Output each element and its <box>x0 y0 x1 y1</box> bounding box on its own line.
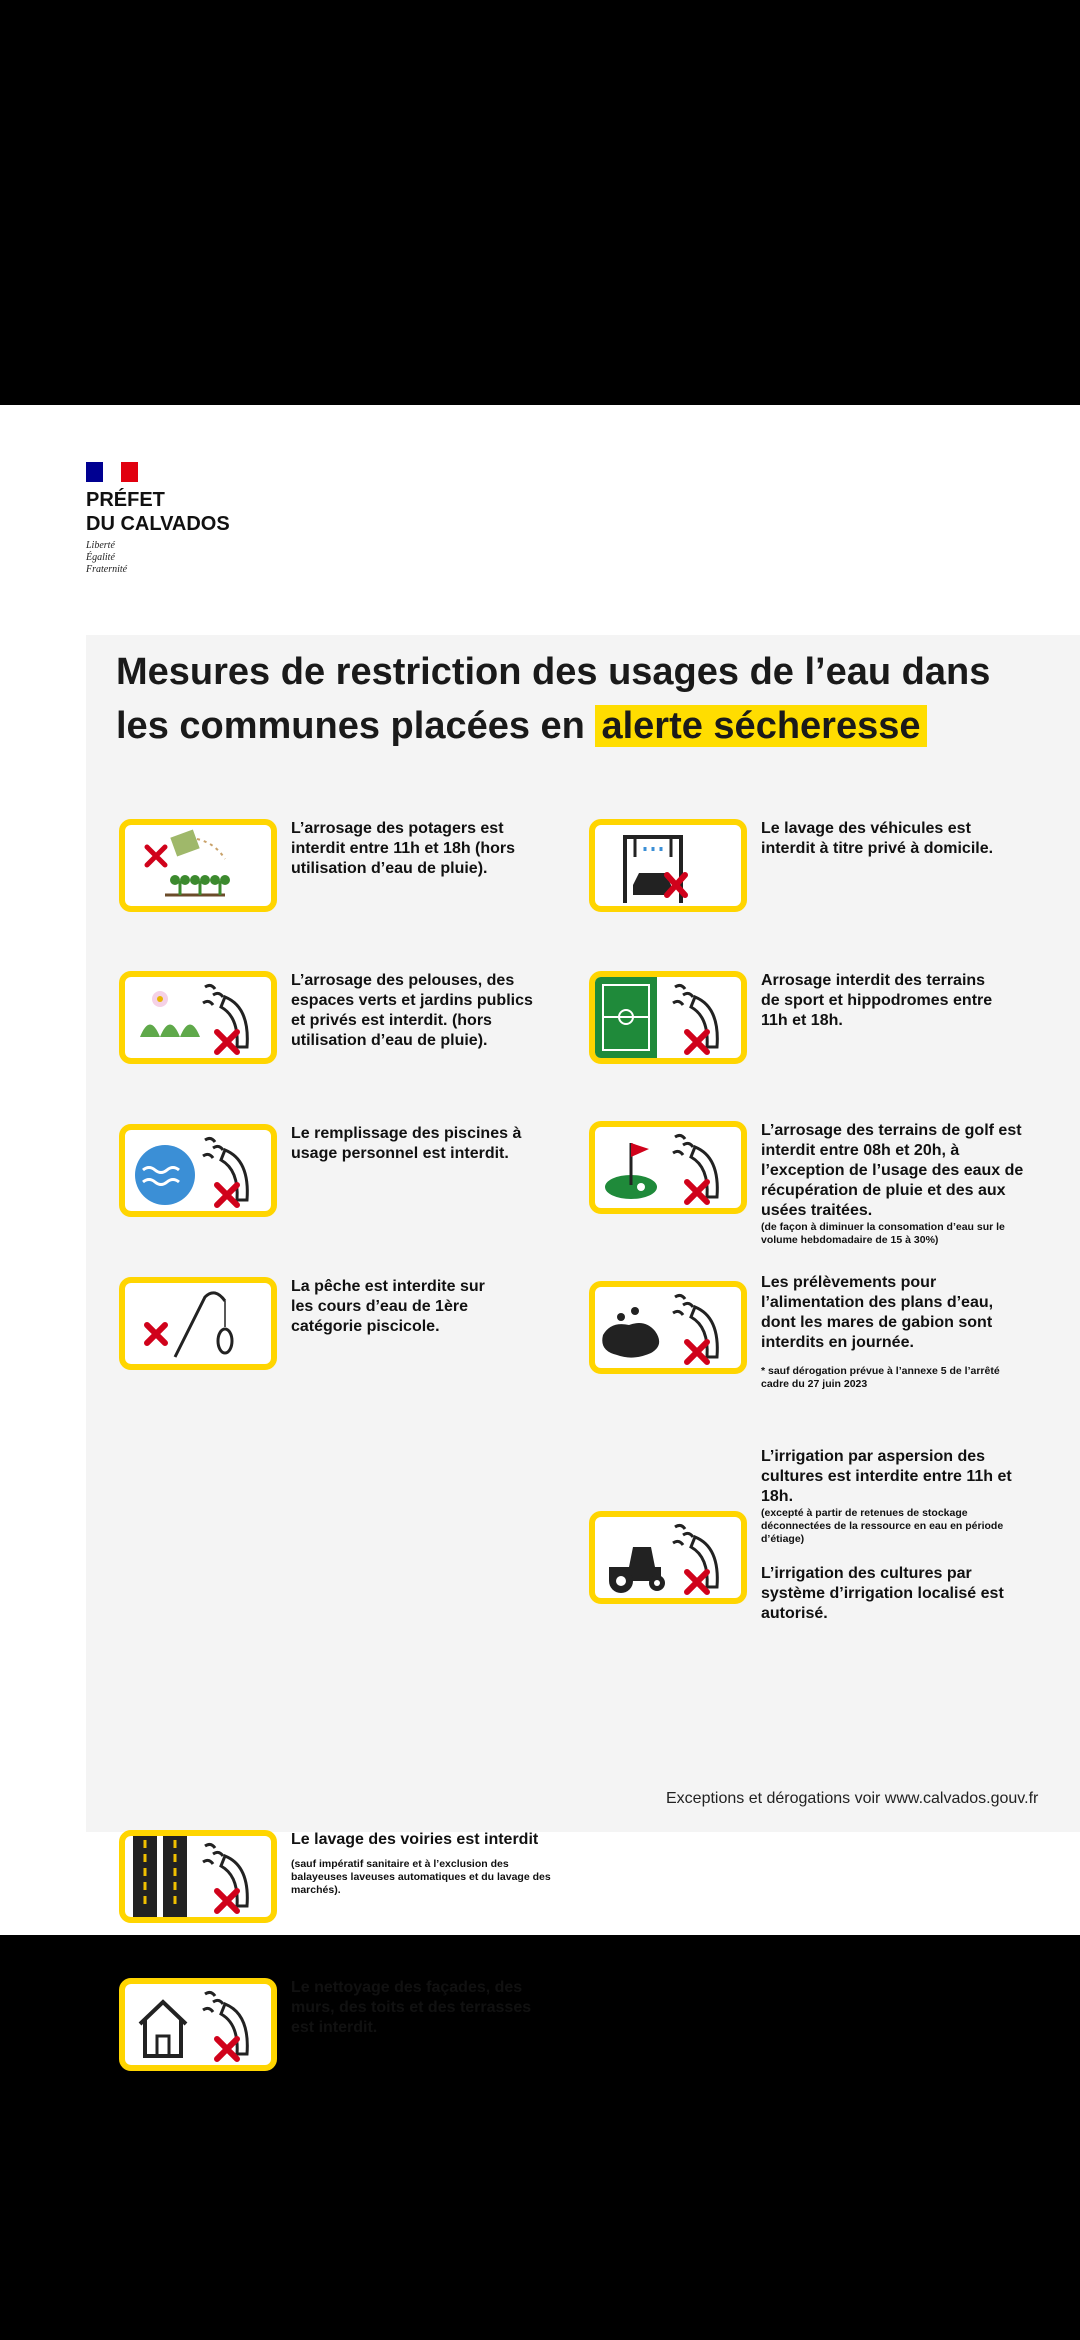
road-icon <box>119 1830 277 1923</box>
item-text: Arrosage interdit des terrains de sport et hippodromes entre 11h et 18h. <box>761 972 993 1029</box>
restriction-item <box>119 971 551 1064</box>
logo-title-line1: PRÉFET <box>86 489 165 511</box>
item-text: La pêche est interdite sur les cours d’eau de 1ère catégorie piscicole. <box>291 1278 485 1335</box>
restriction-item <box>119 1124 541 1217</box>
restriction-item <box>589 1121 1031 1247</box>
restriction-item <box>119 1978 541 2071</box>
footer-link-text: Exceptions et dérogations voir www.calvados.gouv.fr <box>666 1790 1039 1807</box>
item-note: (excepté à partir de retenues de stockage déconnectées de la ressource en eau en période d’étiage) <box>761 1507 1004 1545</box>
item-text <box>761 1121 1031 1247</box>
restriction-item <box>589 971 1001 1064</box>
house-icon <box>119 1978 277 2071</box>
item-text <box>761 1273 1021 1391</box>
motto-egalite: Égalité <box>86 552 115 563</box>
item-secondary-text: L’irrigation des cultures par système d’irrigation localisé est autorisé. <box>761 1565 1004 1622</box>
item-main-text: L’arrosage des terrains de golf est interdit entre 08h et 20h, à l’exception de l’usage des eaux de récupération de pluie et des aux usées traitées. <box>761 1122 1024 1219</box>
page-title <box>116 645 1036 753</box>
restriction-item <box>589 1273 1021 1391</box>
prefet-logo <box>86 462 230 576</box>
fishing-icon <box>119 1277 277 1370</box>
item-note: * sauf dérogation prévue à l’annexe 5 de l’arrêté cadre du 27 juin 2023 <box>761 1365 1000 1390</box>
item-text <box>291 1830 551 1897</box>
item-main-text: Les prélèvements pour l’alimentation des plans d’eau, dont les mares de gabion sont interdits en journée. <box>761 1274 994 1351</box>
item-text <box>761 1447 1031 1624</box>
item-text: Le remplissage des piscines à usage personnel est interdit. <box>291 1125 522 1162</box>
item-note: (sauf impératif sanitaire et à l’exclusion des balayeuses laveuses automatiques et du lavage des marchés). <box>291 1858 551 1896</box>
item-text: Le nettoyage des façades, des murs, des toits et des terrasses est interdit. <box>291 1979 532 2036</box>
title-text: Mesures de restriction des usages de l’eau dans les communes placées en <box>116 651 991 747</box>
pond-icon <box>589 1281 747 1374</box>
restriction-item <box>119 1277 501 1370</box>
french-flag-icon <box>86 462 138 482</box>
motto-fraternite: Fraternité <box>86 564 128 575</box>
item-text: L’arrosage des pelouses, des espaces verts et jardins publics et privés est interdit. (hors utilisation d’eau de pluie). <box>291 972 533 1049</box>
restriction-item <box>119 819 541 912</box>
tractor-icon <box>589 1511 747 1604</box>
watering-can-icon <box>119 819 277 912</box>
logo-title-line2: DU CALVADOS <box>86 513 230 535</box>
item-text: L’arrosage des potagers est interdit entre 11h et 18h (hors utilisation d’eau de pluie). <box>291 820 516 877</box>
infographic <box>0 405 1080 2036</box>
item-main-text: L’irrigation par aspersion des cultures est interdite entre 11h et 18h. <box>761 1448 1012 1505</box>
motto-liberte: Liberté <box>86 540 115 551</box>
item-note: (de façon à diminuer la consomation d’eau sur le volume hebdomadaire de 15 à 30%) <box>761 1221 1005 1246</box>
golf-icon <box>589 1121 747 1214</box>
title-highlight: alerte sécheresse <box>595 705 926 747</box>
restriction-item <box>589 1447 1031 1624</box>
garden-sprinkler-icon <box>119 971 277 1064</box>
restriction-item <box>589 819 1001 912</box>
pool-icon <box>119 1124 277 1217</box>
car-wash-icon <box>589 819 747 912</box>
restriction-item <box>119 1830 551 1923</box>
sports-field-icon <box>589 971 747 1064</box>
item-main-text: Le lavage des voiries est interdit <box>291 1831 539 1848</box>
item-text: Le lavage des véhicules est interdit à titre privé à domicile. <box>761 820 994 857</box>
